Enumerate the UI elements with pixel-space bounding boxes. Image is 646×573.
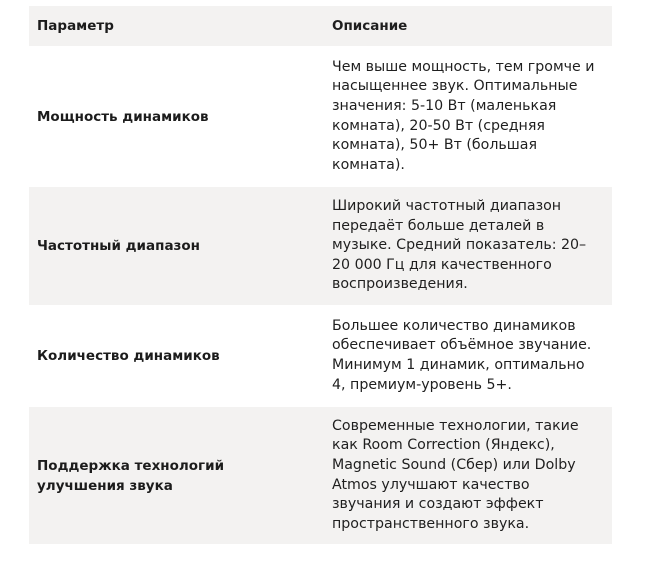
- table-row: [29, 407, 612, 544]
- row-description: Широкий частотный диапазон передаёт больше деталей в музыке. Средний показатель: 20–20 000 Гц для качественного воспроизведения.: [332, 198, 587, 293]
- row-description: Большее количество динамиков обеспечивает объёмное звучание. Минимум 1 динамик, оптимально 4, премиум-уровень 5+.: [332, 317, 592, 393]
- row-parameter: Количество динамиков: [37, 348, 220, 364]
- header-description: Описание: [332, 18, 408, 34]
- row-description: Современные технологии, такие как Room Correction (Яндекс), Magnetic Sound (Сбер) или Dolby Atmos улучшают качество звучания и создают эффект пространственного звука.: [332, 417, 579, 532]
- header-parameter: Параметр: [37, 18, 114, 34]
- row-description: Чем выше мощность, тем громче и насыщеннее звук. Оптимальные значения: 5-10 Вт (маленькая комната), 20-50 Вт (средняя комната), 50+ Вт (большая комната).: [332, 58, 595, 173]
- table-row: [29, 305, 612, 407]
- row-parameter: Мощность динамиков: [37, 108, 209, 125]
- parameters-table: [29, 6, 612, 544]
- table-header-row: [29, 6, 612, 46]
- row-parameter: Частотный диапазон: [37, 238, 200, 254]
- table-row: [29, 46, 612, 187]
- table-row: [29, 187, 612, 305]
- row-parameter: Поддержка технологий улучшения звука: [37, 457, 225, 494]
